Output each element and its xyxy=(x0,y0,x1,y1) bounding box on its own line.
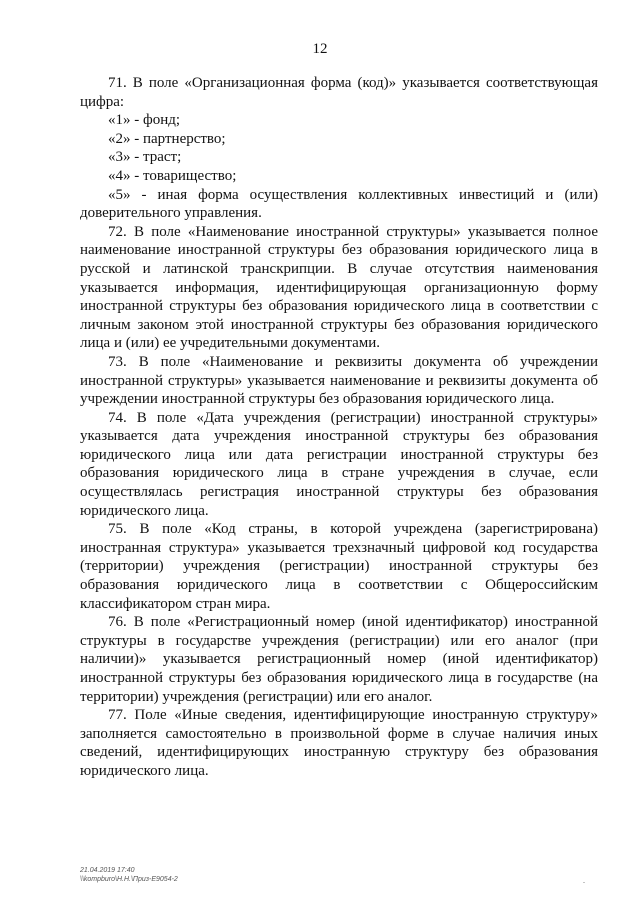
page-number: 12 xyxy=(312,41,328,57)
document-footer xyxy=(80,866,178,884)
list-item-3: «3» - траст; xyxy=(108,149,182,166)
list-item-2: «2» - партнерство; xyxy=(108,130,226,147)
paragraph-73: 73. В поле «Наименование и реквизиты документа об учреждении иностранной структуры» указывается наименование и реквизиты документа об учреждении иностранной структуры без образования юридического лица. xyxy=(80,353,598,408)
paragraph-72: 72. В поле «Наименование иностранной структуры» указывается полное наименование иностранной структуры без образования юридического лица в русской и латинской транскрипции. В случае отсутствия наименования указывается информация, идентифицирующая организационную форму иностранной структуры без образования юридического лица в соответствии с личным законом этой иностранной структуры без образования юридического лица и (или) ее учредительными документами. xyxy=(80,223,598,352)
paragraph-75: 75. В поле «Код страны, в которой учреждена (зарегистрирована) иностранная структура» указывается трехзначный цифровой код государства (территории) учреждения (регистрации) иностранной структуры без образования юридического лица в соответствии с Общероссийским классификатором стран мира. xyxy=(80,521,598,612)
paragraph-71: 71. В поле «Организационная форма (код)» указывается соответствующая цифра: xyxy=(80,75,598,110)
list-item-4: «4» - товарищество; xyxy=(108,167,237,184)
paragraph-77: 77. Поле «Иные сведения, идентифицирующие иностранную структуру» заполняется самостоятельно в произвольной форме в случае наличия иных сведений, идентифицирующих иностранную структуру без образования юридического лица. xyxy=(80,707,598,779)
footer-timestamp: 21.04.2019 17:40 xyxy=(80,867,135,874)
scan-mark: . xyxy=(583,876,585,885)
paragraph-74: 74. В поле «Дата учреждения (регистрации) иностранной структуры» указывается дата учреждения иностранной структуры без образования юридического лица или дата регистрации иностранной структуры без образования юридического лица в стране учреждения в случае, если осуществлялась регистрация иностранной структуры без образования юридического лица. xyxy=(80,409,598,519)
list-item-5: «5» - иная форма осуществления коллективных инвестиций и (или) доверительного управления. xyxy=(80,186,598,222)
paragraph-76: 76. В поле «Регистрационный номер (иной идентификатор) иностранной структуры в государстве учреждения (регистрации) или его аналог (при наличии)» указывается регистрационный номер (иной идентификатор) иностранной структуры без образования юридического лица в государстве (на территории) учреждения (регистрации) или его аналог. xyxy=(80,614,598,705)
document-body xyxy=(80,74,598,781)
footer-file-path: \\kompburo\Н.Н.\Приз-Е9054-2 xyxy=(80,876,178,883)
list-item-1: «1» - фонд; xyxy=(108,112,181,129)
